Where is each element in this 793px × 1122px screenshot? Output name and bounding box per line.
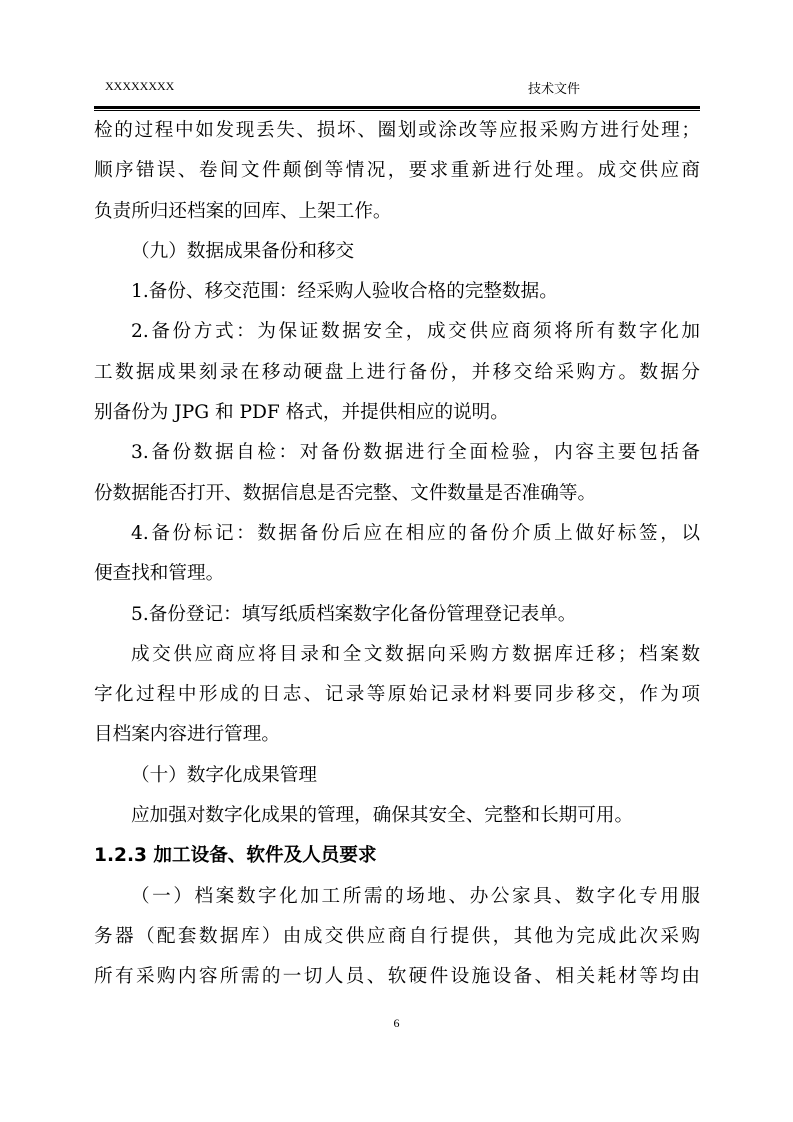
paragraph-line: 负责所归还档案的回库、上架工作。 bbox=[94, 200, 392, 222]
list-item: 1.备份、移交范围：经采购人验收合格的完整数据。 bbox=[131, 281, 558, 303]
page-number: 6 bbox=[393, 1016, 400, 1030]
section-heading: 1.2.3 加工设备、软件及人员要求 bbox=[94, 845, 377, 867]
paragraph-line: 份数据能否打开、数据信息是否完整、文件数量是否准确等。 bbox=[94, 482, 597, 504]
paragraph-line: 务器（配套数据库）由成交供应商自行提供，其他为完成此次采购 bbox=[94, 925, 700, 947]
document-body bbox=[94, 111, 700, 998]
paragraph-line: 检的过程中如发现丢失、损坏、圈划或涂改等应报采购方进行处理； bbox=[94, 120, 700, 141]
paragraph-line: 应加强对数字化成果的管理，确保其安全、完整和长期可用。 bbox=[131, 805, 634, 827]
list-item: 2.备份方式：为保证数据安全，成交供应商须将所有数字化加 bbox=[131, 321, 700, 343]
section-subheading: （九）数据成果备份和移交 bbox=[131, 240, 355, 262]
paragraph-line: 工数据成果刻录在移动硬盘上进行备份，并移交给采购方。数据分 bbox=[94, 361, 700, 383]
header-document-id: XXXXXXXX bbox=[105, 79, 175, 93]
header-document-type: 技术文件 bbox=[528, 82, 581, 97]
paragraph-line: 目档案内容进行管理。 bbox=[94, 724, 280, 746]
paragraph-line: 所有采购内容所需的一切人员、软硬件设施设备、相关耗材等均由 bbox=[94, 966, 700, 988]
paragraph-line: 别备份为 JPG 和 PDF 格式，并提供相应的说明。 bbox=[94, 402, 509, 424]
header-divider-thick bbox=[94, 106, 700, 109]
paragraph-line: 成交供应商应将目录和全文数据向采购方数据库迁移；档案数 bbox=[131, 643, 700, 665]
list-item: 5.备份登记：填写纸质档案数字化备份管理登记表单。 bbox=[131, 603, 577, 625]
list-item: 4.备份标记：数据备份后应在相应的备份介质上做好标签，以 bbox=[131, 522, 700, 544]
section-subheading: （十）数字化成果管理 bbox=[131, 764, 317, 786]
paragraph-line: 便查找和管理。 bbox=[94, 563, 225, 585]
list-item: 3.备份数据自检：对备份数据进行全面检验，内容主要包括备 bbox=[131, 442, 700, 464]
paragraph-line: 顺序错误、卷间文件颠倒等情况，要求重新进行处理。成交供应商 bbox=[94, 160, 700, 182]
paragraph-line: 字化过程中形成的日志、记录等原始记录材料要同步移交，作为项 bbox=[94, 684, 700, 706]
paragraph-line: （一）档案数字化加工所需的场地、办公家具、数字化专用服 bbox=[131, 885, 700, 907]
